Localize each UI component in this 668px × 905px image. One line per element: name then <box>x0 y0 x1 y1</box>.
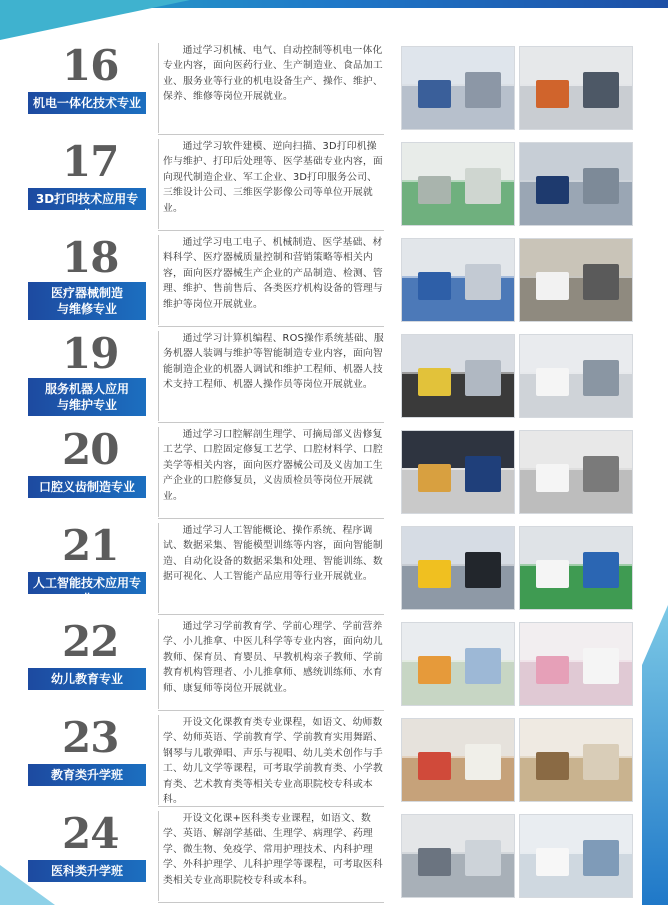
program-row <box>0 232 668 328</box>
photo-equipment <box>465 648 501 685</box>
photo-subject <box>536 560 570 589</box>
photo-equipment <box>465 264 501 301</box>
photo-equipment <box>583 72 619 109</box>
photo-subject <box>418 80 452 109</box>
program-list <box>0 40 668 904</box>
photo-equipment <box>583 552 619 589</box>
3d-printing-lab-photo <box>401 142 515 226</box>
photo-subject <box>418 656 452 685</box>
photo-equipment <box>465 360 501 397</box>
program-description: 通过学习学前教育学、学前心理学、学前营养学、小儿推拿、中医儿科学等专业内容，面向幼儿教师、保育员、育婴员、早教机构亲子教师、学前教育机构管理者、小儿推拿师、感统训练师、水育师、康复师等岗位开展就业。 <box>163 621 383 694</box>
medical-device-room-photo <box>401 238 515 322</box>
medical-device-repair-photo <box>519 238 633 322</box>
photo-equipment <box>465 72 501 109</box>
divider-vertical <box>158 619 159 709</box>
program-title-label <box>28 668 146 690</box>
program-title-line: 医科类升学班 <box>50 864 123 878</box>
photo-subject <box>418 848 452 877</box>
program-title-line: 机电一体化技术专业 <box>32 96 141 110</box>
photo-equipment <box>465 840 501 877</box>
program-description: 通过学习机械、电气、自动控制等机电一体化专业内容，面向医药行业、生产制造业、食品加工业、服务业等行业的机电设备生产、操作、维护、保养、维修等岗位开展就业。 <box>163 45 383 103</box>
program-title-label <box>28 282 146 320</box>
program-title-line: 医疗器械制造 <box>50 286 123 300</box>
program-description: 通过学习电工电子、机械制造、医学基础、材料科学、医疗器械质量控制和营销策略等相关内容，面向医疗器械生产企业的产品制造、检测、管理、维护、售前售后、各类医疗机构设备的管理与维护等岗位开展就业。 <box>163 237 383 310</box>
mechatronics-lab-photo <box>401 46 515 130</box>
divider-horizontal <box>158 902 384 903</box>
program-number: 22 <box>62 617 119 666</box>
divider-vertical <box>158 811 159 901</box>
photo-subject <box>418 272 452 301</box>
divider-horizontal <box>158 518 384 519</box>
3d-printing-student-photo <box>519 142 633 226</box>
program-row <box>0 328 668 424</box>
divider-vertical <box>158 715 159 805</box>
program-row <box>0 136 668 232</box>
program-description: 通过学习计算机编程、ROS操作系统基础、服务机器人装调与维护等智能制造专业内容，面向智能制造企业的机器人调试和维护工程师、机器人技术支持工程师、机器人操作员等岗位开展就业。 <box>163 333 384 391</box>
mechatronics-workshop-photo <box>519 46 633 130</box>
program-description: 开设文化课+医科类专业课程，如语文、数学、英语、解剖学基础、生理学、病理学、药理学、微生物、免疫学、常用护理技术、内科护理学、外科护理学、儿科护理学等课程，可考取医科类相关专业高职院校专科或本科。 <box>163 813 383 886</box>
photo-equipment <box>583 264 619 301</box>
photo-subject <box>536 272 570 301</box>
service-robot-lab-photo <box>519 334 633 418</box>
divider-vertical <box>158 427 159 517</box>
photo-subject <box>418 368 452 397</box>
program-title-label <box>28 378 146 416</box>
program-title-label <box>28 572 146 606</box>
program-title-line: 与维护专业 <box>56 398 117 412</box>
program-title-line: 教育类升学班 <box>50 768 123 782</box>
preschool-playroom-photo <box>519 622 633 706</box>
program-title-line: 服务机器人应用 <box>44 382 129 396</box>
program-title-label <box>28 764 146 786</box>
photo-equipment <box>465 168 501 205</box>
program-description: 通过学习口腔解剖生理学、可摘局部义齿修复工艺学、口腔固定修复工艺学、口腔材料学、口腔美学等相关内容，面向医疗器械公司及义齿加工生产企业的口腔修复员，义齿质检员等岗位开展就业。 <box>163 429 383 502</box>
divider-horizontal <box>158 710 384 711</box>
program-title-label <box>28 476 146 498</box>
photo-subject <box>536 176 570 205</box>
divider-vertical <box>158 331 159 421</box>
divider-horizontal <box>158 230 384 231</box>
program-number: 23 <box>62 713 119 762</box>
program-number: 19 <box>62 329 119 378</box>
divider-horizontal <box>158 326 384 327</box>
program-row <box>0 40 668 136</box>
photo-equipment <box>583 840 619 877</box>
photo-subject <box>536 752 570 781</box>
divider-vertical <box>158 139 159 229</box>
divider-horizontal <box>158 134 384 135</box>
program-row <box>0 712 668 808</box>
program-description: 通过学习人工智能概论、操作系统、程序调试、数据采集、智能模型训练等内容，面向智能制造、自动化设备的数据采集和处理、智能训练、数据可视化、人工智能产品应用等行业开展就业。 <box>163 525 383 583</box>
program-title-label <box>28 188 146 222</box>
program-number: 20 <box>62 425 119 474</box>
program-row <box>0 616 668 712</box>
program-title-line: 幼儿教育专业 <box>50 672 123 686</box>
program-title-line: 口腔义齿制造专业 <box>38 480 135 494</box>
service-robot-arena-photo <box>401 334 515 418</box>
divider-vertical <box>158 43 159 133</box>
photo-equipment <box>465 456 501 493</box>
photo-subject <box>536 368 570 397</box>
photo-subject <box>536 464 570 493</box>
program-title-line: 人工智能技术应用专业 <box>32 576 141 606</box>
ai-student-computer-photo <box>401 526 515 610</box>
photo-equipment <box>583 648 619 685</box>
photo-equipment <box>583 360 619 397</box>
program-title-line: 与维修专业 <box>56 302 117 316</box>
dance-studio-photo <box>401 718 515 802</box>
divider-horizontal <box>158 614 384 615</box>
art-classroom-photo <box>519 718 633 802</box>
program-description: 开设文化课教育类专业课程，如语文、幼师数学、幼师英语、学前教育学、学前教育实用舞蹈、钢琴与儿歌弹唱、声乐与视唱、幼儿美术创作与手工、幼儿文学等课程，可考取学前教育类、小学教育类、艺术教育类等相关专业高职院校专科或本科。 <box>163 717 383 806</box>
photo-equipment <box>583 456 619 493</box>
program-number: 16 <box>62 41 119 90</box>
corner-decoration-top-left <box>0 0 190 40</box>
program-row <box>0 520 668 616</box>
program-number: 18 <box>62 233 119 282</box>
divider-horizontal <box>158 422 384 423</box>
photo-equipment <box>583 168 619 205</box>
photo-subject <box>536 80 570 109</box>
photo-equipment <box>465 744 501 781</box>
program-title-label <box>28 860 146 882</box>
dental-cad-photo <box>401 430 515 514</box>
nursing-ward-photo <box>519 814 633 898</box>
photo-subject <box>418 560 452 589</box>
program-number: 21 <box>62 521 119 570</box>
photo-subject <box>536 848 570 877</box>
photo-subject <box>418 464 452 493</box>
anatomy-lab-photo <box>401 814 515 898</box>
program-number: 17 <box>62 137 119 186</box>
photo-subject <box>418 176 452 205</box>
photo-equipment <box>583 744 619 781</box>
program-title-line: 3D打印技术应用专业 <box>35 192 139 222</box>
program-title-label <box>28 92 146 114</box>
dental-model-photo <box>519 430 633 514</box>
photo-subject <box>418 752 452 781</box>
program-row <box>0 424 668 520</box>
preschool-classroom-photo <box>401 622 515 706</box>
photo-equipment <box>465 552 501 589</box>
divider-vertical <box>158 523 159 613</box>
divider-vertical <box>158 235 159 325</box>
program-row <box>0 808 668 904</box>
photo-subject <box>536 656 570 685</box>
ai-smart-track-photo <box>519 526 633 610</box>
program-number: 24 <box>62 809 119 858</box>
program-description: 通过学习软件建模、逆向扫描、3D打印机操作与维护、打印后处理等、医学基础专业内容，面向现代制造企业、军工企业、3D打印服务公司、三维设计公司、三维医学影像公司等单位开展就业。 <box>163 141 383 214</box>
